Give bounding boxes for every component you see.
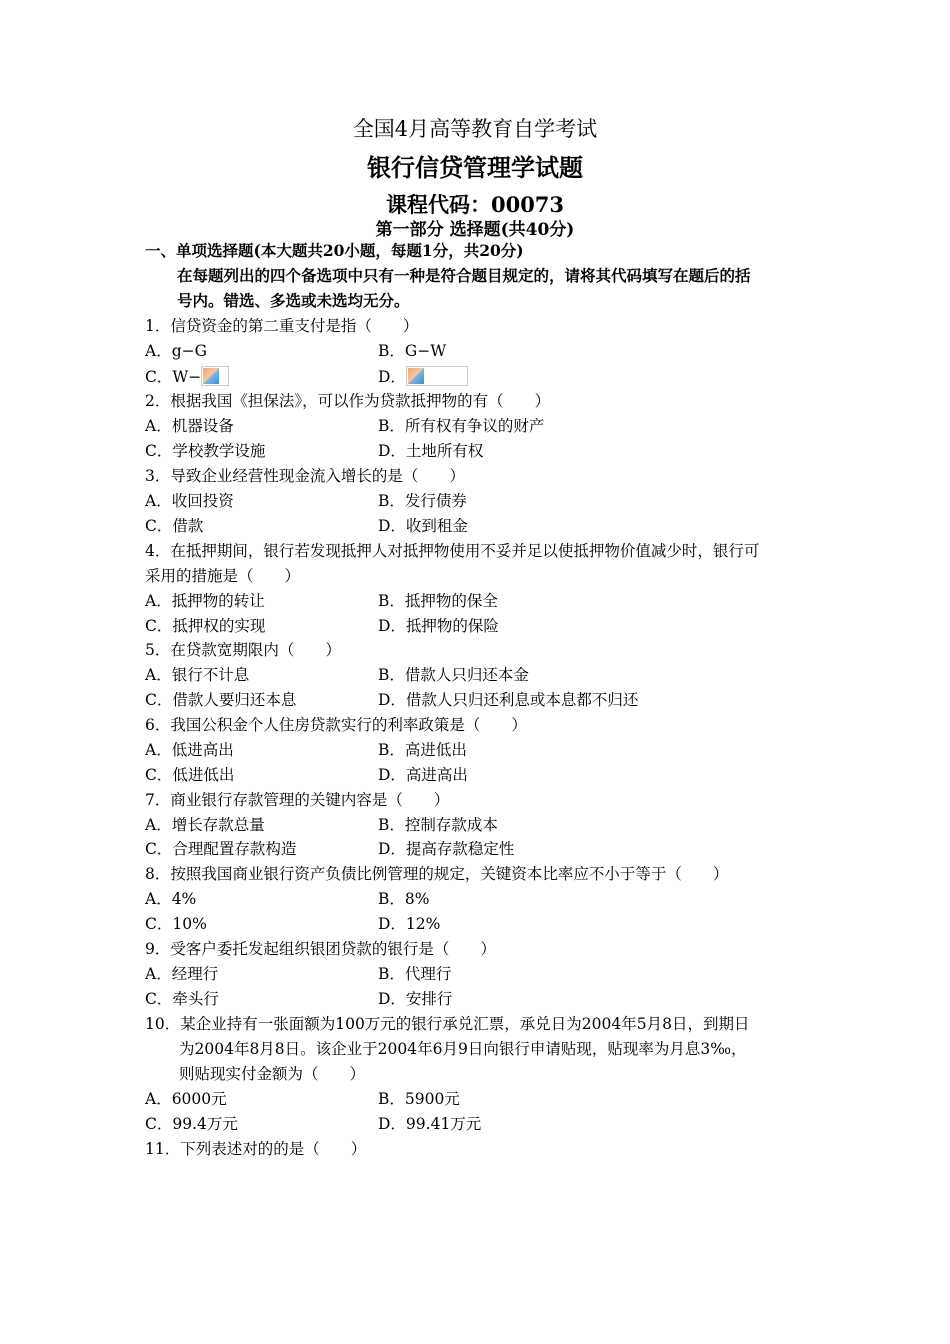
question-2-option-d: D．土地所有权: [378, 442, 484, 460]
question-1-option-c-label: C．W−: [145, 368, 202, 386]
question-3-option-b: B．发行债券: [378, 492, 467, 510]
question-4-option-a: A．抵押物的转让: [145, 592, 265, 610]
question-6-stem: 6．我国公积金个人住房贷款实行的利率政策是（ ）: [145, 716, 527, 734]
question-3-option-c: C．借款: [145, 517, 204, 535]
paper-title: 银行信贷管理学试题: [367, 153, 583, 182]
question-2-stem: 2．根据我国《担保法》，可以作为贷款抵押物的有（ ）: [145, 392, 551, 410]
question-5-option-c: C．借款人要归还本息: [145, 691, 297, 709]
question-1-option-b: B．G−W: [378, 342, 447, 360]
question-4-option-d: D．抵押物的保险: [378, 617, 499, 635]
question-1-option-d: [378, 366, 468, 387]
question-9-option-c: C．牵头行: [145, 990, 219, 1008]
question-3-stem: 3．导致企业经营性现金流入增长的是（ ）: [145, 467, 465, 485]
question-10-option-a: A．6000元: [145, 1090, 227, 1108]
question-9-option-d: D．安排行: [378, 990, 453, 1008]
question-2-option-a: A．机器设备: [145, 417, 234, 435]
question-8-option-a: A．4%: [145, 890, 197, 908]
question-6-option-c: C．低进低出: [145, 766, 235, 784]
part-heading: 第一部分 选择题(共40分): [375, 220, 575, 240]
broken-image-icon: [406, 366, 468, 386]
question-4-stem-line-2: 采用的措施是（ ）: [145, 567, 301, 585]
question-6-option-b: B．高进低出: [378, 741, 467, 759]
question-1-stem: 1．信贷资金的第二重支付是指（ ）: [145, 317, 419, 335]
question-9-stem: 9．受客户委托发起组织银团贷款的银行是（ ）: [145, 940, 496, 958]
question-7-option-c: C．合理配置存款构造: [145, 840, 297, 858]
question-10-stem-line-1: 10．某企业持有一张面额为100万元的银行承兑汇票，承兑日为2004年5月8日，到期日: [145, 1015, 750, 1033]
question-1-option-a: A．g−G: [145, 342, 207, 360]
question-5-option-a: A．银行不计息: [145, 666, 250, 684]
question-8-option-d: D．12%: [378, 915, 441, 933]
question-7-option-a: A．增长存款总量: [145, 816, 265, 834]
question-10-option-c: C．99.4万元: [145, 1115, 238, 1133]
question-9-option-b: B．代理行: [378, 965, 452, 983]
question-4-option-c: C．抵押权的实现: [145, 617, 266, 635]
broken-image-icon: [201, 366, 229, 386]
question-2-option-b: B．所有权有争议的财产: [378, 417, 545, 435]
question-4-option-b: B．抵押物的保全: [378, 592, 498, 610]
question-5-stem: 5．在贷款宽期限内（ ）: [145, 641, 341, 659]
question-4-stem-line-1: 4．在抵押期间，银行若发现抵押人对抵押物使用不妥并足以使抵押物价值减少时，银行可: [145, 542, 760, 560]
section-instruction-line-1: 在每题列出的四个备选项中只有一种是符合题目规定的，请将其代码填写在题后的括: [177, 266, 751, 285]
question-6-option-d: D．高进高出: [378, 766, 468, 784]
question-11-stem: 11．下列表述对的的是（ ）: [145, 1140, 367, 1158]
question-1-option-d-label: D．: [378, 368, 406, 386]
question-5-option-b: B．借款人只归还本金: [378, 666, 529, 684]
question-5-option-d: D．借款人只归还利息或本息都不归还: [378, 691, 639, 709]
question-1-option-c: [145, 366, 229, 387]
question-10-stem-line-2: 为2004年8月8日。该企业于2004年6月9日向银行申请贴现，贴现率为月息3‰，: [179, 1040, 747, 1058]
question-7-option-d: D．提高存款稳定性: [378, 840, 515, 858]
question-7-stem: 7．商业银行存款管理的关键内容是（ ）: [145, 791, 450, 809]
question-6-option-a: A．低进高出: [145, 741, 234, 759]
course-code: 课程代码：00073: [385, 192, 565, 217]
question-3-option-d: D．收到租金: [378, 517, 468, 535]
question-10-option-b: B．5900元: [378, 1090, 460, 1108]
question-8-option-c: C．10%: [145, 915, 207, 933]
exam-name: 全国4月高等教育自学考试: [352, 117, 598, 141]
question-8-option-b: B．8%: [378, 890, 430, 908]
section-instruction-line-2: 号内。错选、多选或未选均无分。: [177, 291, 410, 310]
question-3-option-a: A．收回投资: [145, 492, 234, 510]
question-2-option-c: C．学校教学设施: [145, 442, 266, 460]
question-10-stem-line-3: 则贴现实付金额为（ ）: [179, 1065, 366, 1083]
section-heading: 一、单项选择题(本大题共20小题，每题1分，共20分): [145, 241, 524, 260]
question-7-option-b: B．控制存款成本: [378, 816, 498, 834]
question-9-option-a: A．经理行: [145, 965, 219, 983]
question-8-stem: 8．按照我国商业银行资产负债比例管理的规定，关键资本比率应不小于等于（ ）: [145, 865, 729, 883]
question-10-option-d: D．99.41万元: [378, 1115, 482, 1133]
